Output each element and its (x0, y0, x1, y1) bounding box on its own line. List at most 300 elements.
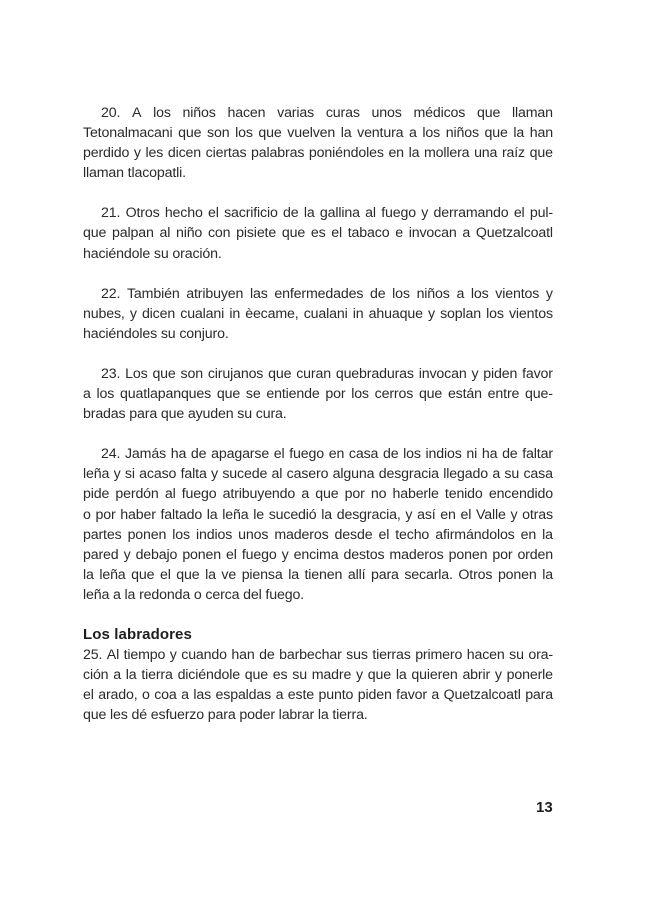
word: faltar (522, 446, 553, 463)
word: espaldas (215, 687, 272, 704)
word: 22. (101, 285, 121, 302)
word: la (542, 566, 553, 583)
word: ha (170, 446, 187, 463)
text-line (83, 284, 553, 304)
word: cuando (181, 646, 227, 663)
word: ciertas (205, 145, 247, 162)
word: ventura (357, 125, 404, 142)
word: vuelven (287, 125, 336, 142)
word: el (331, 225, 343, 242)
word: los (403, 446, 421, 463)
word: coa (154, 687, 177, 704)
word: encima (293, 546, 339, 563)
word: fuego (381, 205, 416, 222)
word: la (321, 506, 333, 523)
word: haber (120, 506, 156, 523)
text-line (83, 665, 553, 685)
word: apagarse (211, 446, 270, 463)
word: ha (481, 446, 498, 463)
word: Otros (458, 566, 493, 583)
word: haberle (392, 486, 439, 503)
word: los (172, 526, 190, 543)
word: poniéndoles (308, 145, 384, 162)
word: curan (296, 365, 331, 382)
word: gallina (319, 205, 360, 222)
word: a (456, 285, 465, 302)
word: pul- (529, 205, 553, 222)
word: palpan (111, 225, 154, 242)
word: los (351, 386, 369, 403)
paragraph-25 (83, 645, 553, 725)
word: que- (525, 386, 553, 403)
word: dicen (141, 305, 176, 322)
word: por (344, 486, 365, 503)
word: unos (238, 526, 269, 543)
word: en (388, 145, 404, 162)
word: han (231, 646, 255, 663)
word: la (125, 667, 137, 684)
word: piensa (241, 566, 283, 583)
word: niños (416, 285, 450, 302)
word: desde (334, 526, 373, 543)
word: una (474, 145, 498, 162)
word: Quetzalcoatl (443, 687, 521, 704)
word: que (315, 486, 339, 503)
word: tenido (444, 486, 483, 503)
word: y (545, 285, 553, 302)
word: 25. (83, 646, 103, 663)
word: de (190, 446, 207, 463)
word: de (369, 285, 386, 302)
word: a (492, 466, 501, 483)
text-line (83, 223, 553, 243)
word: que (216, 386, 241, 403)
word: casa (348, 446, 379, 463)
word: partes (83, 526, 122, 543)
text-line (83, 143, 553, 163)
word: soplan (440, 305, 482, 322)
word: èecame, (245, 305, 299, 322)
word: diciéndole (177, 667, 240, 684)
word: abrir (462, 667, 491, 684)
word: fuego (289, 446, 324, 463)
paragraph-spacer (83, 344, 553, 364)
word: han (529, 125, 553, 142)
word: los (392, 285, 410, 302)
word: la (303, 205, 315, 222)
word: en (440, 506, 456, 523)
text-line (83, 685, 553, 705)
word: invocan (408, 225, 457, 242)
word: de (382, 446, 399, 463)
word: el (159, 566, 171, 583)
word: piden (357, 687, 392, 704)
paragraph-23 (83, 364, 553, 424)
word: Quetzalcoatl (475, 225, 553, 242)
word: Al (106, 646, 120, 663)
text-line: que les dé esfuerzo para poder labrar la tierra. (83, 707, 368, 724)
word: a (113, 667, 121, 684)
word: y (133, 145, 141, 162)
word: su (292, 667, 307, 684)
word: favor (522, 365, 553, 382)
text-line (83, 645, 553, 665)
word: los (96, 386, 115, 403)
word: el (208, 205, 219, 222)
word: sus (346, 646, 368, 663)
word: y (169, 646, 177, 663)
page-body (83, 103, 553, 725)
word: Tetonalmacani (83, 125, 173, 142)
word: ponen (182, 546, 222, 563)
word: el (378, 526, 390, 543)
word: ción (83, 667, 109, 684)
word: perdón (115, 486, 159, 503)
word: el (273, 446, 285, 463)
word: por (325, 386, 346, 403)
word: al (159, 225, 171, 242)
word: los (486, 305, 504, 322)
word: que (244, 667, 268, 684)
word: leña (222, 506, 249, 523)
paragraph-spacer (83, 605, 553, 622)
paragraph-22 (83, 284, 553, 344)
word: la (205, 566, 216, 583)
word: niños (182, 105, 216, 121)
word: 23. (101, 365, 121, 382)
text-line (83, 203, 553, 223)
word: afirmándolos (435, 526, 515, 543)
word: ponerle (506, 667, 553, 684)
word: vientos (495, 285, 540, 302)
word: maderos (389, 546, 444, 563)
word: niños (445, 125, 479, 142)
word: que (529, 145, 553, 162)
word: al (365, 205, 376, 222)
text-line (83, 103, 553, 123)
word: arado, (98, 687, 138, 704)
word: la (542, 526, 553, 543)
word: al (164, 486, 176, 503)
word: dicen (167, 145, 202, 162)
word: primero (415, 646, 463, 663)
word: punto (318, 687, 354, 704)
word: leña (99, 566, 126, 583)
word: casero (286, 466, 329, 483)
word: llaman (511, 105, 553, 121)
word: o (83, 506, 91, 523)
word: el (226, 546, 237, 563)
text-line (83, 364, 553, 384)
word: alguna (332, 466, 375, 483)
word: así (417, 506, 436, 523)
word: en (328, 446, 345, 463)
word: cualani (180, 305, 225, 322)
word: falta (180, 466, 207, 483)
word: fuego (181, 486, 217, 503)
word: al (271, 466, 283, 483)
text-line (83, 384, 553, 404)
word: de (259, 646, 275, 663)
word: por (492, 546, 513, 563)
word: que (476, 105, 501, 121)
word: que (178, 125, 202, 142)
word: que (83, 225, 107, 242)
word: in (352, 305, 364, 322)
word: derramando (433, 205, 509, 222)
word: encendido (488, 486, 553, 503)
word: Valle (475, 506, 506, 523)
word: secarla. (404, 566, 453, 583)
word: nubes, (83, 305, 125, 322)
word: ponen (448, 546, 488, 563)
word: los (235, 125, 253, 142)
paragraph-21 (83, 203, 553, 263)
text-line (83, 444, 553, 464)
text-line: leña a la redonda o cerca del fuego. (83, 586, 304, 603)
word: la (513, 125, 525, 142)
word: es (272, 667, 288, 684)
text-line (83, 565, 553, 585)
word: que (484, 125, 508, 142)
word: y (510, 506, 518, 523)
word: hacen (466, 646, 505, 663)
word: es (310, 225, 326, 242)
word: sacrificio (224, 205, 278, 222)
word: y (356, 667, 363, 684)
word: atribuyendo (222, 486, 296, 503)
word: in (229, 305, 241, 322)
word: pisiete (236, 225, 277, 242)
word: cualani (303, 305, 348, 322)
word: 21. (101, 205, 121, 222)
word: ponen (497, 566, 537, 583)
word: y (281, 546, 289, 563)
word: llegado (443, 466, 488, 483)
word: que (281, 225, 306, 242)
text-line (83, 505, 553, 525)
word: que (367, 667, 392, 684)
word: pared (83, 546, 119, 563)
word: la (288, 566, 299, 583)
word: hacen (227, 105, 266, 121)
text-line: bradas para que ayuden su cura. (83, 406, 287, 423)
word: ponen (127, 526, 167, 543)
word: quebraduras (335, 365, 414, 382)
word: otras (522, 506, 553, 523)
word: y (494, 667, 502, 684)
word: faltado (160, 506, 203, 523)
word: Los (125, 365, 148, 382)
word: y (129, 305, 137, 322)
paragraph-spacer (83, 424, 553, 444)
word: cirujanos (207, 365, 264, 382)
word: pide (83, 486, 110, 503)
word: que (258, 125, 282, 142)
word: a (301, 486, 310, 503)
word: médicos (413, 105, 466, 121)
text-line (83, 304, 553, 324)
word: para (525, 687, 553, 704)
word: su (509, 646, 524, 663)
word: son (180, 365, 203, 382)
word: el (83, 687, 94, 704)
word: por (95, 506, 116, 523)
paragraph-spacer (83, 183, 553, 203)
word: los (153, 105, 171, 121)
word: varias (277, 105, 315, 121)
word: los (422, 125, 441, 142)
word: acaso (139, 466, 177, 483)
word: a (462, 225, 471, 242)
word: a (431, 687, 440, 704)
word: están (447, 386, 482, 403)
word: allí (347, 566, 366, 583)
text-line (83, 123, 553, 143)
word: la (206, 506, 218, 523)
word: los (470, 285, 489, 302)
word: la (395, 667, 407, 684)
text-line (83, 464, 553, 484)
word: orden (517, 546, 553, 563)
word: si (124, 466, 135, 483)
word: leña (83, 466, 110, 483)
word: quatlapanques (119, 386, 212, 403)
text-line: llaman tlacopatli. (83, 165, 186, 182)
word: sucede (222, 466, 268, 483)
word: desgracia (378, 466, 439, 483)
word: las (193, 687, 212, 704)
word: cerros (374, 386, 414, 403)
word: piden (483, 365, 518, 382)
word: tierra (141, 667, 173, 684)
page-number: 13 (536, 799, 553, 816)
word: tiempo (123, 646, 166, 663)
word: la (408, 145, 420, 162)
word: curas (325, 105, 360, 121)
word: mollera (423, 145, 470, 162)
word: la (340, 125, 352, 142)
word: y (428, 305, 435, 322)
word: que (418, 386, 443, 403)
word: a (409, 125, 417, 142)
word: ve (221, 566, 237, 583)
word: y (113, 466, 121, 483)
word: unos (371, 105, 402, 121)
word: perdido (83, 145, 130, 162)
word: A (132, 105, 142, 121)
section-heading: Los labradores (83, 625, 192, 643)
word: 20. (101, 105, 121, 121)
word: o (142, 687, 150, 704)
word: hecho (164, 205, 203, 222)
word: 24. (101, 446, 121, 463)
word: favor (396, 687, 427, 704)
paragraph-20 (83, 103, 553, 183)
word: También (126, 285, 180, 302)
paragraph-spacer (83, 264, 553, 284)
word: para (370, 566, 399, 583)
word: atribuyen (186, 285, 244, 302)
word: enfermedades (274, 285, 364, 302)
word: ora- (528, 646, 553, 663)
word: debajo (135, 546, 178, 563)
word: que (152, 365, 176, 382)
word: le (253, 506, 264, 523)
word: el (513, 205, 525, 222)
word: el (460, 506, 472, 523)
text-line: haciéndoles su conjuro. (83, 325, 229, 342)
word: barbechar (279, 646, 342, 663)
word: quieren (411, 667, 458, 684)
word: este (287, 687, 315, 704)
word: y (123, 546, 131, 563)
text-line (83, 525, 553, 545)
word: son (207, 125, 230, 142)
word: que (176, 566, 200, 583)
word: en (520, 526, 537, 543)
word: techo (395, 526, 430, 543)
word: no (370, 486, 387, 503)
word: su (504, 466, 520, 483)
word: tienen (304, 566, 343, 583)
text-line (83, 484, 553, 504)
word: la (83, 566, 94, 583)
word: que (131, 566, 155, 583)
word: e (395, 225, 403, 242)
word: a (275, 687, 284, 704)
word: que (268, 365, 292, 382)
word: Jamás (124, 446, 167, 463)
word: tierras (372, 646, 411, 663)
text-line: haciéndole su oración. (83, 245, 222, 262)
word: les (145, 145, 164, 162)
word: y (471, 365, 479, 382)
word: las (249, 285, 268, 302)
word: a (83, 386, 91, 403)
text-line (83, 545, 553, 565)
word: indios (195, 526, 233, 543)
word: Otros (125, 205, 160, 222)
word: raíz (501, 145, 525, 162)
word: y (421, 205, 429, 222)
word: de (502, 446, 518, 463)
word: y (211, 466, 218, 483)
word: maderos (274, 526, 329, 543)
paragraph-24 (83, 444, 553, 605)
word: con (207, 225, 231, 242)
word: entre (487, 386, 520, 403)
word: destos (343, 546, 385, 563)
word: ahuaque (368, 305, 423, 322)
word: niño (175, 225, 203, 242)
word: vientos (508, 305, 553, 322)
word: a (181, 687, 189, 704)
word: se (245, 386, 261, 403)
word: de (283, 205, 299, 222)
word: entiende (266, 386, 320, 403)
word: invocan (418, 365, 467, 382)
word: fuego (241, 546, 277, 563)
word: sucedió (268, 506, 317, 523)
word: ni (466, 446, 478, 463)
word: desgracia, (336, 506, 401, 523)
word: palabras (251, 145, 305, 162)
word: y (405, 506, 413, 523)
word: tabaco (347, 225, 390, 242)
word: casa (523, 466, 553, 483)
word: madre (311, 667, 352, 684)
